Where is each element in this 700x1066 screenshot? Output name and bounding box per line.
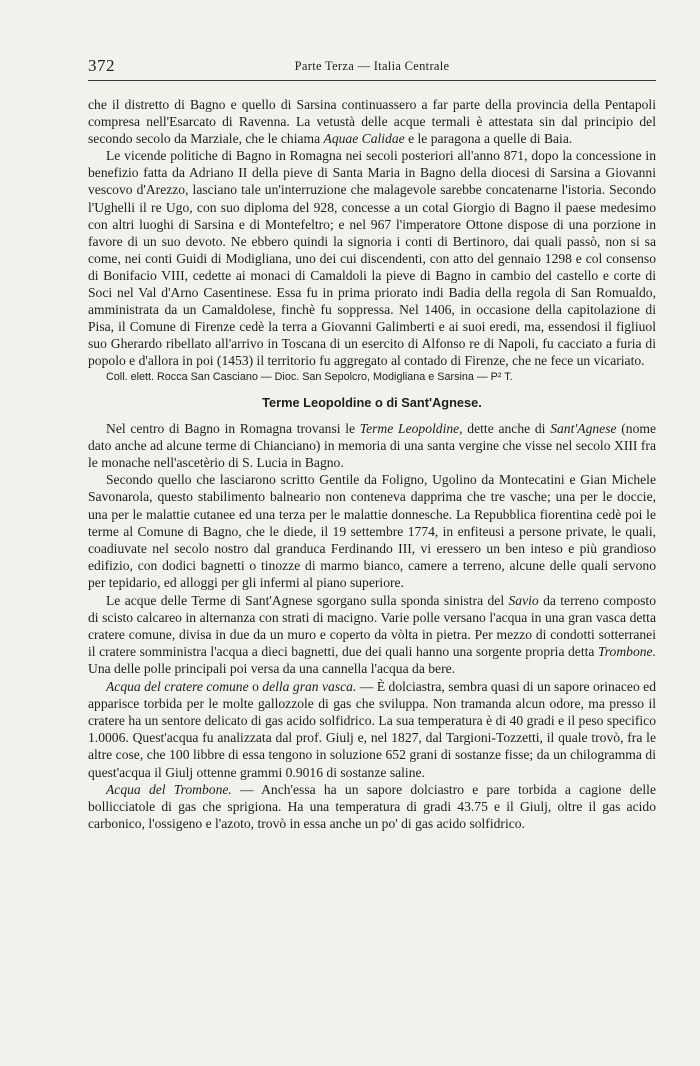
emphasis: Aquae Calidae <box>323 131 405 147</box>
section-body <box>88 420 656 833</box>
page-number: 372 <box>88 56 115 75</box>
paragraph: Le acque delle Terme di Sant'Agnese sgorgano sulla sponda sinistra del Savio da terreno composto di scisto calcareo in alternanza con strati di macigno. Varie polle versano l'acqua in una gran vasca detta cratere comune, divisa in due da un muro e coperto da vòlta in pietra. Per mezzo di condotti sotterranei il cratere somministra l'acqua a dieci bagnetti, due dei quali hanno una sorgente propria detta Trombone. Una delle polle principali poi versa da una cannella l'acqua da bere. <box>88 592 656 677</box>
emphasis: Terme Leopoldine, <box>359 420 463 436</box>
paragraph: Le vicende politiche di Bagno in Romagna nei secoli posteriori all'anno 871, dopo la concessione in benefizio fatta da Adriano II della pieve di Santa Maria in Bagno della diocesi di Sarsina a Giovanni vescovo d'Arezzo, lasciano tale un'interruzione che malagevole sarebbe concatenarne l'istoria. Secondo l'Ughelli il re Ugo, con suo diploma del 928, concesse a un cotal Giorgio di Bagno il paese medesimo con altri luoghi di Sarsina e di Montefeltro; e nel 967 l'imperatore Ottone dispose di una porzione in favore di un suo devoto. Ne ebbero quindi la signoria i conti di Bertinoro, dai quali passò, non si sa come, nei conti Guidi di Modigliana, uno dei cui discendenti, con atto del gennaio 1298 e col consenso di Bonifacio VIII, cedette ai monaci di Camaldoli la pieve di Bagno in cambio del castello e corte di Soci nel Val d'Arno Casentinese. Essa fu in prima priorato indi Badia della regola di San Romualdo, amministrata da un Camaldolese, finchè fu soppressa. Nel 1406, in occasione della capitolazione di Pisa, il Comune di Firenze cedè la terra a Giovanni Galimberti e ai suoi eredi, ma, essendosi il figliuol suo Gherardo ribellato all'arrivo in Toscana di un esercito di Alfonso re di Napoli, fu cacciato a furia di popolo e d'allora in poi (1453) il territorio fu aggregato al contado di Firenze, che ne fece un vicariato. <box>88 148 656 369</box>
emphasis: Acqua del Trombone. <box>106 781 232 797</box>
paragraph: Secondo quello che lasciarono scritto Gentile da Foligno, Ugolino da Montecatini e Gian Michele Savonarola, questo stabilimento balneario non conteneva dapprima che tre vasche; una per le doccie, una per le malattie cutanee ed una terza per le malattie donnesche. La Repubblica fiorentina cedè poi le terme al Comune di Bagno, che le diede, il 19 settembre 1774, in enfiteusi a persone private, le quali, coadiuvate nel secolo nostro dal granduca Ferdinando III, vi eressero un ben inteso e più grandioso edifizio, con dodici bagnetti o tinozze di marmo bianco, camere a terreno, alcune delle quali servono per tepidario, ed alloggi per gli infermi al piano superiore. <box>88 472 656 591</box>
emphasis: Savio <box>508 592 539 608</box>
running-title: Parte Terza — Italia Centrale <box>294 59 450 73</box>
page-header <box>88 54 656 81</box>
body-text <box>88 96 656 832</box>
emphasis: della gran vasca. <box>262 678 357 694</box>
paragraph: Acqua del Trombone. — Anch'essa ha un sapore dolciastro e pare torbida a cagione delle bollicciatole di gas che sprigiona. Ha una temperatura di gradi 43.75 e il Giulj, oltre il gas acido carbonico, l'ossigeno e l'azoto, trovò in essa anche un po' di gas acido solfidrico. <box>88 781 656 832</box>
section-heading: Terme Leopoldine o di Sant'Agnese. <box>262 394 482 410</box>
paragraph: Nel centro di Bagno in Romagna trovansi le Terme Leopoldine, dette anche di Sant'Agnese (nome dato anche ad alcune terme di Chianciano) in memoria di una santa vergine che visse nel secolo XIII fra le monache nell'ascetèrio di S. Lucia in Bagno. <box>88 420 657 470</box>
source-line: Coll. elett. Rocca San Casciano — Dioc. San Sepolcro, Modigliana e Sarsina — P² T. <box>106 370 513 383</box>
emphasis: Acqua del cratere comune <box>106 678 249 694</box>
emphasis: Sant'Agnese <box>550 420 617 436</box>
paragraph: che il distretto di Bagno e quello di Sarsina continuassero a far parte della provincia della Pentapoli compresa nell'Esarcato di Ravenna. La vetustà delle acque termali è attestata sin dal principio del secondo secolo da Marziale, che le chiama Aquae Calidae e le paragona a quelle di Baia. <box>88 97 656 147</box>
paragraph: Acqua del cratere comune o della gran vasca. — È dolciastra, sembra quasi di un sapore orinaceo ed apparisce torbida per le molte gallozzole di gas che sviluppa. Non tramanda alcun odore, ma presso il cratere ha un sentore delicato di gas acido solfidrico. La sua temperatura è di 40 gradi e il peso specifico 1.0006. Quest'acqua fu analizzata dal prof. Giulj e, nel 1827, dal Targioni-Tozzetti, il quale trovò, fra le altre cose, che 100 libbre di essa tengono in soluzione 652 grani di sostanze fisse; da un chilogramma di quest'acqua il Giulj ottenne grammi 0.9016 di sostanze saline. <box>88 678 657 780</box>
emphasis: Trombone. <box>597 644 656 660</box>
